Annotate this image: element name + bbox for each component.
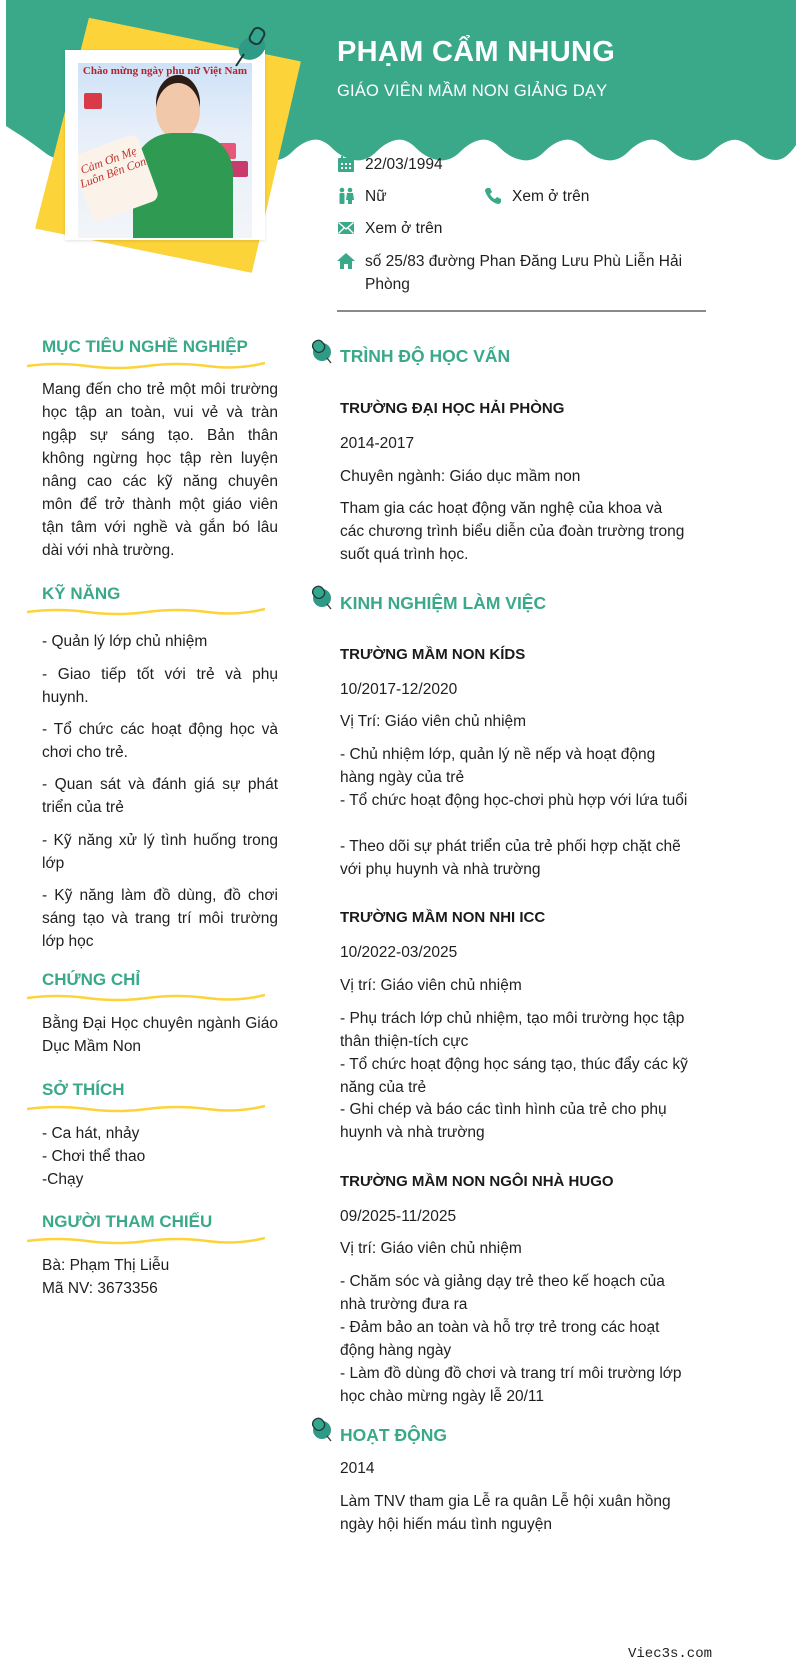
pushpin-icon (309, 1416, 333, 1442)
skill-item: - Giao tiếp tốt với trẻ và phụ huynh. (42, 666, 278, 706)
phone-icon (484, 187, 502, 205)
job-company: TRƯỜNG MẦM NON NGÔI NHÀ HUGO (340, 1173, 614, 1190)
profile-photo (78, 63, 252, 238)
section-title-hobbies: SỞ THÍCH (42, 1080, 125, 1099)
pushpin-icon (232, 24, 272, 68)
job-duty: - Phụ trách lớp chủ nhiệm, tạo môi trường học tập thân thiện-tích cực (340, 1010, 685, 1050)
skill-item: - Quan sát và đánh giá sự phát triển của trẻ (42, 776, 278, 816)
job-company: TRƯỜNG MẦM NON KÍDS (340, 646, 526, 663)
squiggle-divider (27, 360, 265, 372)
email-value: Xem ở trên (365, 220, 443, 237)
address-value: số 25/83 đường Phan Đăng Lưu Phù Liễn Hải Phòng (365, 253, 683, 293)
job-period: 09/2025-11/2025 (340, 1208, 457, 1225)
gender-value: Nữ (365, 188, 387, 205)
contact-divider (337, 310, 706, 312)
hobby-item: -Chạy (42, 1171, 84, 1188)
activity-description: Làm TNV tham gia Lễ ra quân Lễ hội xuân hồng ngày hội hiến máu tình nguyện (340, 1493, 671, 1533)
skill-item: - Tổ chức các hoạt động học và chơi cho trẻ. (42, 721, 278, 761)
job-duty: - Tổ chức hoạt động học sáng tạo, thúc đẩy các kỹ năng của trẻ (340, 1056, 688, 1096)
squiggle-divider (27, 992, 265, 1004)
pushpin-icon (309, 338, 333, 364)
squiggle-divider (27, 1235, 265, 1247)
section-title-education: TRÌNH ĐỘ HỌC VẤN (340, 346, 511, 366)
candidate-title: GIÁO VIÊN MẦM NON GIẢNG DẠY (337, 82, 608, 100)
job-duty: - Theo dõi sự phát triển của trẻ phối hợp chặt chẽ với phụ huynh và nhà trường (340, 838, 681, 878)
certificate-text: Bằng Đại Học chuyên ngành Giáo Dục Mầm Non (42, 1015, 278, 1055)
skill-item: - Kỹ năng làm đồ dùng, đồ chơi sáng tạo và trang trí môi trường lớp học (42, 887, 278, 950)
person-head (156, 83, 200, 139)
objective-text: Mang đến cho trẻ một môi trường học tập an toàn, vui vẻ và tràn ngập sự sáng tạo. Bản thân không ngừng học tập rèn luyện nâng cao các kỹ năng chuyên môn để trở thành một giáo viên tận tâm với nghề và gắn bó lâu dài với nhà trường. (42, 381, 278, 559)
section-title-references: NGƯỜI THAM CHIẾU (42, 1212, 213, 1231)
home-icon (337, 252, 355, 270)
section-title-certificates: CHỨNG CHỈ (42, 970, 141, 989)
phone-value: Xem ở trên (512, 188, 590, 205)
squiggle-divider (27, 606, 265, 618)
job-period: 10/2017-12/2020 (340, 681, 458, 698)
reference-item: Mã NV: 3673356 (42, 1280, 158, 1297)
job-company: TRƯỜNG MẦM NON NHI ICC (340, 909, 546, 926)
job-duty: - Ghi chép và báo các tình hình của trẻ cho phụ huynh và nhà trường (340, 1101, 667, 1141)
birthday-value: 22/03/1994 (365, 156, 443, 173)
education-period: 2014-2017 (340, 435, 415, 452)
section-title-skills: KỸ NĂNG (42, 584, 121, 603)
photo-banner-text: Chào mừng ngày phụ nữ Việt Nam (82, 65, 248, 77)
section-title-activities: HOẠT ĐỘNG (340, 1425, 447, 1445)
hobby-item: - Ca hát, nhảy (42, 1125, 140, 1142)
education-major: Chuyên ngành: Giáo dục mầm non (340, 468, 581, 485)
squiggle-divider (27, 1103, 265, 1115)
activity-year: 2014 (340, 1460, 375, 1477)
skill-item: - Quản lý lớp chủ nhiệm (42, 633, 208, 650)
pushpin-icon (309, 584, 333, 610)
profile-photo-frame (65, 50, 265, 240)
envelope-icon (337, 219, 355, 237)
job-position: Vị Trí: Giáo viên chủ nhiệm (340, 713, 527, 730)
job-duty: - Đảm bảo an toàn và hỗ trợ trẻ trong các hoạt động hàng ngày (340, 1319, 660, 1359)
reference-item: Bà: Phạm Thị Liễu (42, 1257, 170, 1274)
job-duty: - Chăm sóc và giảng dạy trẻ theo kế hoạch của nhà trường đưa ra (340, 1273, 665, 1313)
watermark: Viec3s.com (628, 1646, 713, 1662)
job-position: Vị trí: Giáo viên chủ nhiệm (340, 977, 522, 994)
candidate-name: PHẠM CẨM NHUNG (337, 36, 616, 68)
job-duty: - Làm đồ dùng đồ chơi và trang trí môi trường lớp học chào mừng ngày lễ 20/11 (340, 1365, 682, 1405)
gift-decoration (84, 93, 102, 109)
job-position: Vị trí: Giáo viên chủ nhiệm (340, 1240, 522, 1257)
skill-item: - Kỹ năng xử lý tình huống trong lớp (42, 832, 278, 872)
education-description: Tham gia các hoạt động văn nghệ của khoa và các chương trình biểu diễn của đoàn trường trong suốt quá trình học. (340, 500, 685, 563)
job-duty: - Chủ nhiệm lớp, quản lý nề nếp và hoạt động hàng ngày của trẻ (340, 746, 656, 786)
education-school: TRƯỜNG ĐẠI HỌC HẢI PHÒNG (340, 400, 565, 417)
calendar-icon (337, 155, 355, 173)
photo-sign-text: Cảm Ơn Mẹ Luôn Bên Con (78, 133, 160, 223)
section-title-objective: MỤC TIÊU NGHỀ NGHIỆP (42, 337, 248, 356)
job-duty: - Tổ chức hoạt động học-chơi phù hợp với lứa tuổi (340, 792, 688, 809)
section-title-experience: KINH NGHIỆM LÀM VIỆC (340, 593, 547, 613)
gender-icon (337, 187, 355, 205)
hobby-item: - Chơi thể thao (42, 1148, 146, 1165)
job-period: 10/2022-03/2025 (340, 944, 458, 961)
